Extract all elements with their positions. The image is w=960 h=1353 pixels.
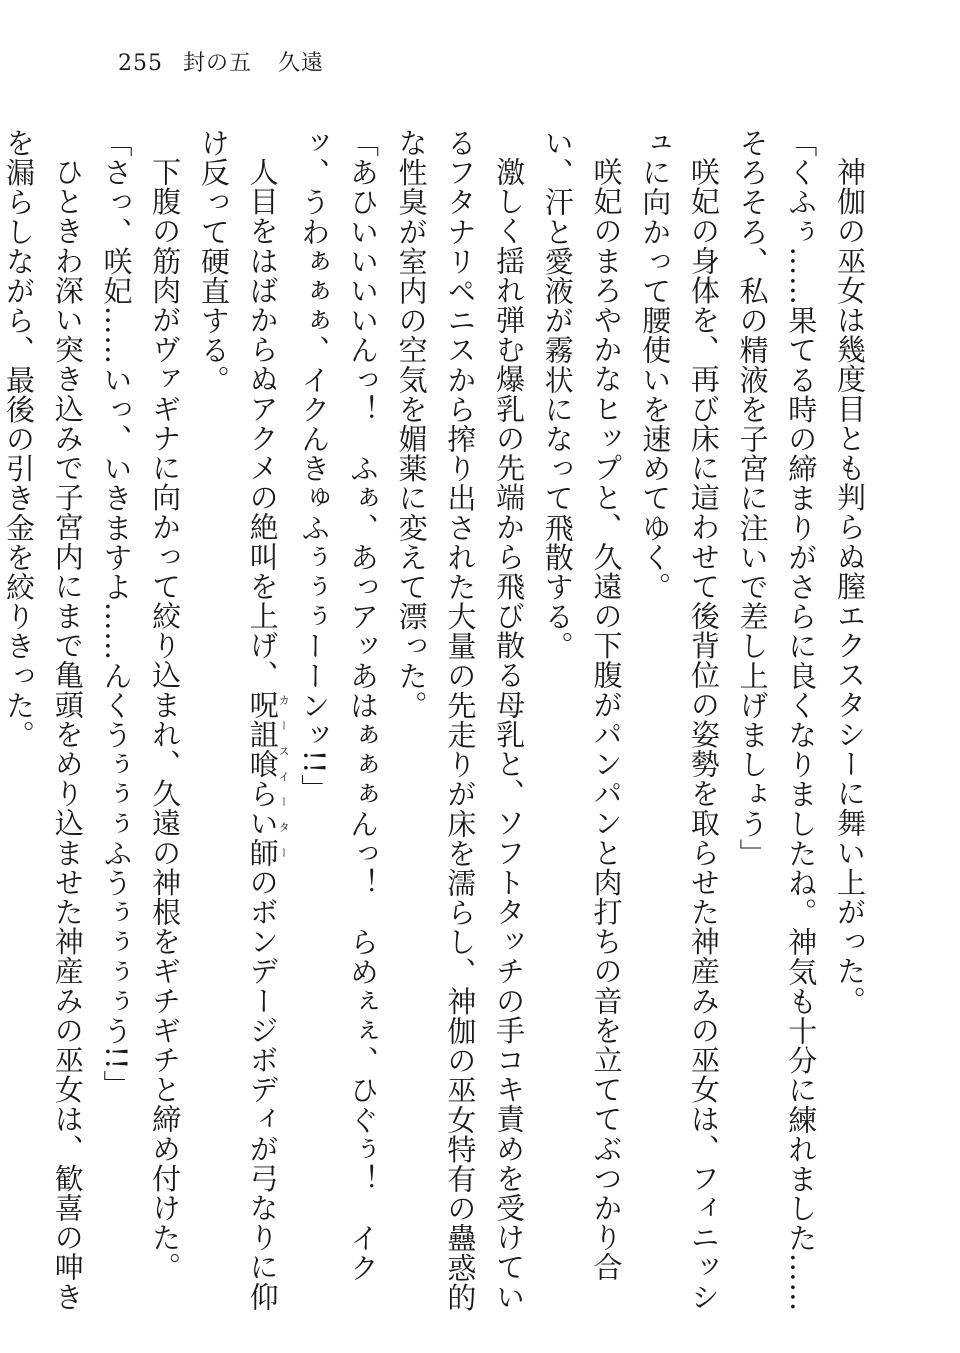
page-number: 255	[118, 51, 163, 76]
paragraph: 下腹の筋肉がヴァギナに向かって絞り込まれ、久遠の神根をギチギチと締め付けた。	[148, 157, 183, 1282]
chapter-title: 封の五	[183, 51, 253, 76]
dialogue-paragraph: 「さっ、咲妃……いっ、いきますよ……んくうぅぅぅふうぅぅぅぅう!!」	[99, 128, 134, 1100]
paragraph: 神伽の巫女は幾度目とも判らぬ膣エクスタシーに舞い上がった。	[833, 157, 867, 1016]
paragraph-text: のボンデージボディが弓なりに仰け反って硬直する。	[196, 128, 280, 1312]
paragraph: 咲妃のまろやかなヒップと、久遠の下腹がパンパンと肉打ちの音を立ててぶつかり合い、汗と愛液が霧状になって飛散する。	[540, 128, 624, 1282]
paragraph: 激しく揺れ弾む爆乳の先端から飛び散る母乳と、ソフトタッチの手コキ責めを受けているフタナリペニスから搾り出された大量の先走りが床を濡らし、神伽の巫女特有の蠱惑的な性臭が室内の空気を媚薬に変えて漂った。	[394, 128, 527, 1312]
dialogue-paragraph: 「あひいいいいんっ！ ふぁ、あっアッあはぁぁぁんっ！ らめぇぇ、ひぐぅ！ イクッ、うわぁぁぁ、イクんきゅふぅぅぅーーンッ!!」	[297, 128, 380, 1283]
paragraph: 咲妃の身体を、再び床に這わせて後背位の姿勢を取らせた神産みの巫女は、フィニッシュに向かって腰使いを速めてゆく。	[638, 128, 721, 1312]
paragraph: ひときわ深い突き込みで子宮内にまで亀頭をめり込ませた神産みの巫女は、歓喜の呻きを漏らしながら、最後の引き金を絞りきった。	[2, 128, 85, 1312]
body-text	[2, 128, 874, 1318]
ruby-annotation	[245, 689, 291, 868]
paragraph-with-ruby	[189, 128, 289, 1318]
paragraph-text: 人目をはばからぬアクメの絶叫を上げ、	[245, 157, 280, 690]
ruby-base: 呪詛喰らい師	[245, 689, 280, 868]
ruby-reading: カースイーター	[277, 689, 291, 868]
running-header	[118, 46, 324, 80]
dialogue-paragraph: 「くふぅ……果てる時の締まりがさらに良くなりましたね。神気も十分に練れました……そろそろ、私の精液を子宮に注いで差し上げましょう」	[735, 128, 819, 1312]
section-title: 久遠	[278, 51, 325, 76]
